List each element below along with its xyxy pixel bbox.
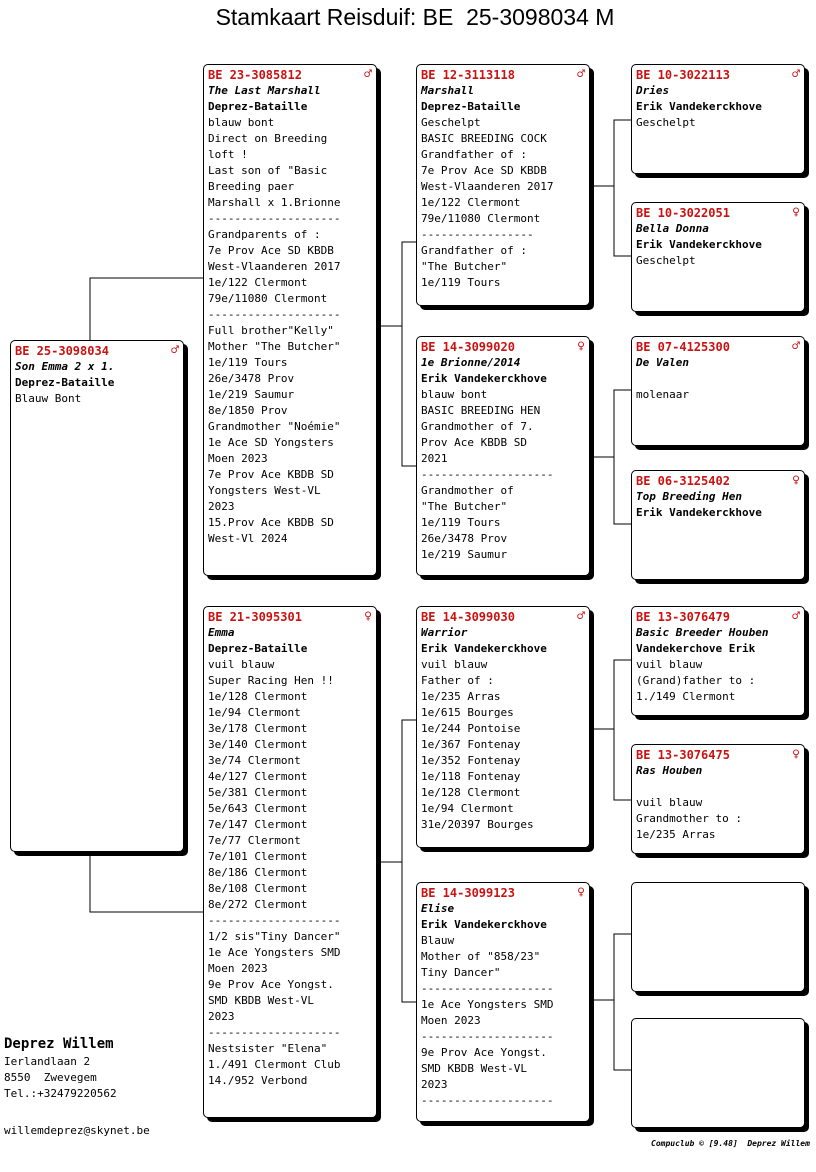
ring-header [421, 339, 585, 355]
info-line: Direct on Breeding [208, 132, 328, 145]
info-line: Grandmother to : [636, 812, 742, 825]
breeder-name: Erik Vandekerckhove [636, 506, 762, 519]
info-line: 2021 [421, 452, 448, 465]
pedigree-card-father[interactable] [203, 64, 377, 576]
ring-number: BE 21-3095301 [208, 610, 302, 624]
ring-number: BE 13-3076479 [636, 610, 730, 624]
breeder-name: Vandekerchove Erik [636, 642, 756, 655]
info-line: -------------------- [421, 1094, 554, 1107]
pedigree-card-maternal-grandmother[interactable] [416, 882, 590, 1122]
sex-icon: ♂ [792, 67, 800, 82]
ring-header [636, 609, 800, 625]
info-line: Grandfather of : [421, 148, 527, 161]
pedigree-card-mm-father[interactable] [631, 882, 805, 992]
info-line: 1e/94 Clermont [421, 802, 514, 815]
pigeon-name: Elise [421, 902, 455, 915]
info-line: Marshall x 1.Brionne [208, 196, 341, 209]
pigeon-name: Top Breeding Hen [636, 490, 742, 503]
sex-icon: ♂ [364, 67, 372, 82]
info-line: Geschelpt [421, 116, 481, 129]
ring-header [636, 747, 800, 763]
blank-line [636, 371, 800, 387]
info-line: 1e Ace Yongsters SMD [421, 998, 554, 1011]
ring-number: BE 13-3076475 [636, 748, 730, 762]
info-line: vuil blauw [636, 796, 703, 809]
pigeon-name: Warrior [421, 626, 468, 639]
info-line: 7e/77 Clermont [208, 834, 301, 847]
info-line: 79e/11080 Clermont [208, 292, 328, 305]
info-line: 5e/381 Clermont [208, 786, 308, 799]
info-line: Moen 2023 [208, 452, 268, 465]
info-line: -------------------- [421, 982, 554, 995]
info-line: Nestsister "Elena" [208, 1042, 328, 1055]
sex-icon: ♂ [577, 67, 585, 82]
info-line: 1e/235 Arras [421, 690, 501, 703]
pigeon-name: Marshall [421, 84, 474, 97]
owner-phone: Tel.:+32479220562 [4, 1087, 117, 1100]
info-line: vuil blauw [208, 658, 275, 671]
sex-icon: ♀ [792, 205, 800, 220]
info-line: 1e/219 Saumur [208, 388, 295, 401]
info-line: West-Vl 2024 [208, 532, 288, 545]
info-line: -------------------- [208, 914, 341, 927]
info-line: Grandmother of [421, 484, 514, 497]
info-line: 79e/11080 Clermont [421, 212, 541, 225]
info-line: 7e Prov Ace SD KBDB [421, 164, 547, 177]
info-line: 1e/94 Clermont [208, 706, 301, 719]
info-line: Grandfather of : [421, 244, 527, 257]
info-line: Grandparents of : [208, 228, 321, 241]
pedigree-card-mf-father[interactable] [631, 606, 805, 716]
info-line: Super Racing Hen !! [208, 674, 334, 687]
info-line: 2023 [208, 500, 235, 513]
info-line: 7e/147 Clermont [208, 818, 308, 831]
ring-number: BE 10-3022051 [636, 206, 730, 220]
breeder-name: Erik Vandekerckhove [421, 918, 547, 931]
page-title: Stamkaart Reisduif: BE 25-3098034 M [215, 4, 615, 30]
info-line: 5e/643 Clermont [208, 802, 308, 815]
info-line: 1e/119 Tours [421, 276, 501, 289]
info-line: 3e/178 Clermont [208, 722, 308, 735]
pedigree-card-mother[interactable] [203, 606, 377, 1118]
info-line: 1e/119 Tours [421, 516, 501, 529]
info-line: Grandmother "Noémie" [208, 420, 341, 433]
info-line: ----------------- [421, 228, 534, 241]
info-line: 8e/186 Clermont [208, 866, 308, 879]
pedigree-card-paternal-grandfather[interactable] [416, 64, 590, 306]
sex-icon: ♂ [792, 609, 800, 624]
sex-icon: ♂ [792, 339, 800, 354]
pigeon-name: Emma [208, 626, 235, 639]
breeder-name: Erik Vandekerckhove [421, 372, 547, 385]
pigeon-name: Ras Houben [636, 764, 703, 777]
info-line: 9e Prov Ace Yongst. [208, 978, 334, 991]
ring-number: BE 07-4125300 [636, 340, 730, 354]
ring-number: BE 14-3099123 [421, 886, 515, 900]
ring-number: BE 23-3085812 [208, 68, 302, 82]
footer-credit: Compuclub © [9.48] Deprez Willem [651, 1139, 810, 1148]
info-line: molenaar [636, 388, 689, 401]
info-line: 1e/352 Fontenay [421, 754, 521, 767]
ring-number: BE 14-3099030 [421, 610, 515, 624]
pedigree-card-fm-mother[interactable] [631, 470, 805, 580]
info-line: 1e/119 Tours [208, 356, 288, 369]
sex-icon: ♀ [792, 747, 800, 762]
info-line: Grandmother of 7. [421, 420, 534, 433]
info-line: 8e/1850 Prov [208, 404, 288, 417]
ring-number: BE 10-3022113 [636, 68, 730, 82]
breeder-name: Erik Vandekerckhove [421, 642, 547, 655]
ring-header [636, 473, 800, 489]
ring-number: BE 06-3125402 [636, 474, 730, 488]
info-line: -------------------- [208, 1026, 341, 1039]
info-line: Breeding paer [208, 180, 295, 193]
info-line: Moen 2023 [208, 962, 268, 975]
info-line: Tiny Dancer" [421, 966, 501, 979]
info-line: 1e/615 Bourges [421, 706, 514, 719]
breeder-name: Erik Vandekerckhove [636, 238, 762, 251]
ring-header [208, 67, 372, 83]
pigeon-name: Bella Donna [636, 222, 709, 235]
info-line: 3e/140 Clermont [208, 738, 308, 751]
info-line: 15.Prov Ace KBDB SD [208, 516, 334, 529]
pedigree-card-fm-father[interactable] [631, 336, 805, 446]
info-line: 14./952 Verbond [208, 1074, 308, 1087]
pigeon-name: Basic Breeder Houben [636, 626, 769, 639]
info-line: Full brother"Kelly" [208, 324, 334, 337]
owner-address: Ierlandlaan 2 [4, 1055, 91, 1068]
info-line: Last son of "Basic [208, 164, 328, 177]
info-line: 1e/235 Arras [636, 828, 716, 841]
info-line: 7e/101 Clermont [208, 850, 308, 863]
info-line: 26e/3478 Prov [421, 532, 508, 545]
ring-header [421, 609, 585, 625]
sex-icon: ♀ [364, 609, 372, 624]
info-line: 1e/367 Fontenay [421, 738, 521, 751]
info-line: -------------------- [208, 212, 341, 225]
ring-number: BE 12-3113118 [421, 68, 515, 82]
info-line: 26e/3478 Prov [208, 372, 295, 385]
info-line: Moen 2023 [421, 1014, 481, 1027]
info-line: 1e/118 Fontenay [421, 770, 521, 783]
sex-icon: ♀ [577, 885, 585, 900]
info-line: 1./491 Clermont Club [208, 1058, 341, 1071]
info-line: Geschelpt [636, 254, 696, 267]
ring-header [421, 67, 585, 83]
info-line: 8e/108 Clermont [208, 882, 308, 895]
info-line: -------------------- [208, 308, 341, 321]
info-line: 1./149 Clermont [636, 690, 736, 703]
breeder-name: Deprez-Bataille [421, 100, 521, 113]
info-line: 1e Ace SD Yongsters [208, 436, 334, 449]
ring-header [15, 343, 179, 359]
pedigree-card-mf-mother[interactable] [631, 744, 805, 854]
info-line: "The Butcher" [421, 500, 508, 513]
pedigree-card-ff-father[interactable] [631, 64, 805, 174]
info-line: 31e/20397 Bourges [421, 818, 534, 831]
owner-email[interactable]: willemdeprez@skynet.be [4, 1124, 150, 1137]
sex-icon: ♂ [171, 343, 179, 358]
info-line: Prov Ace KBDB SD [421, 436, 527, 449]
pedigree-card-subject[interactable] [10, 340, 184, 852]
pigeon-name: 1e Brionne/2014 [421, 356, 521, 369]
info-line: West-Vlaanderen 2017 [421, 180, 554, 193]
ring-number: BE 14-3099020 [421, 340, 515, 354]
breeder-name: Deprez-Bataille [208, 100, 308, 113]
info-line: 1e/219 Saumur [421, 548, 508, 561]
owner-city: 8550 Zwevegem [4, 1071, 97, 1084]
info-line: 7e Prov Ace KBDB SD [208, 468, 334, 481]
sex-icon: ♂ [577, 609, 585, 624]
info-line: 1e/122 Clermont [208, 276, 308, 289]
ring-header [636, 67, 800, 83]
info-line: 8e/272 Clermont [208, 898, 308, 911]
info-line: 1e Ace Yongsters SMD [208, 946, 341, 959]
breeder-name: Deprez-Bataille [208, 642, 308, 655]
owner-name: Deprez Willem [4, 1036, 114, 1052]
blank-line [636, 779, 800, 795]
info-line: -------------------- [421, 1030, 554, 1043]
info-line: "The Butcher" [421, 260, 508, 273]
info-line: SMD KBDB West-VL [421, 1062, 527, 1075]
info-line: 1e/122 Clermont [421, 196, 521, 209]
breeder-name: Erik Vandekerckhove [636, 100, 762, 113]
info-line: blauw bont [421, 388, 488, 401]
info-line: BASIC BREEDING HEN [421, 404, 541, 417]
info-line: -------------------- [421, 468, 554, 481]
pedigree-card-ff-mother[interactable] [631, 202, 805, 312]
info-line: BASIC BREEDING COCK [421, 132, 547, 145]
ring-header [421, 885, 585, 901]
sex-icon: ♀ [577, 339, 585, 354]
info-line: 3e/74 Clermont [208, 754, 301, 767]
info-line: vuil blauw [636, 658, 703, 671]
ring-header [208, 609, 372, 625]
info-line: Father of : [421, 674, 494, 687]
info-line: 2023 [421, 1078, 448, 1091]
sex-icon: ♀ [792, 473, 800, 488]
ring-header [636, 339, 800, 355]
info-line: 7e Prov Ace SD KBDB [208, 244, 334, 257]
info-line: 1e/128 Clermont [208, 690, 308, 703]
info-line: vuil blauw [421, 658, 488, 671]
info-line: West-Vlaanderen 2017 [208, 260, 341, 273]
info-line: Geschelpt [636, 116, 696, 129]
breeder-name: Deprez-Bataille [15, 376, 115, 389]
info-line: 9e Prov Ace Yongst. [421, 1046, 547, 1059]
info-line: 1/2 sis"Tiny Dancer" [208, 930, 341, 943]
pedigree-card-paternal-grandmother[interactable] [416, 336, 590, 576]
ring-header [636, 205, 800, 221]
info-line: (Grand)father to : [636, 674, 756, 687]
pigeon-name: De Valen [636, 356, 689, 369]
info-line: 4e/127 Clermont [208, 770, 308, 783]
info-line: 2023 [208, 1010, 235, 1023]
ring-number: BE 25-3098034 [15, 344, 109, 358]
owner-block [4, 1034, 117, 1102]
info-line: Mother "The Butcher" [208, 340, 341, 353]
info-line: 1e/244 Pontoise [421, 722, 521, 735]
info-line: Blauw Bont [15, 392, 82, 405]
pigeon-name: The Last Marshall [208, 84, 321, 97]
info-line: loft ! [208, 148, 248, 161]
info-line: SMD KBDB West-VL [208, 994, 314, 1007]
info-line: 1e/128 Clermont [421, 786, 521, 799]
pigeon-name: Son Emma 2 x 1. [15, 360, 115, 373]
info-line: Yongsters West-VL [208, 484, 321, 497]
info-line: Mother of "858/23" [421, 950, 541, 963]
pedigree-card-mm-mother[interactable] [631, 1018, 805, 1128]
info-line: Blauw [421, 934, 455, 947]
info-line: blauw bont [208, 116, 275, 129]
pedigree-card-maternal-grandfather[interactable] [416, 606, 590, 848]
pigeon-name: Dries [636, 84, 670, 97]
